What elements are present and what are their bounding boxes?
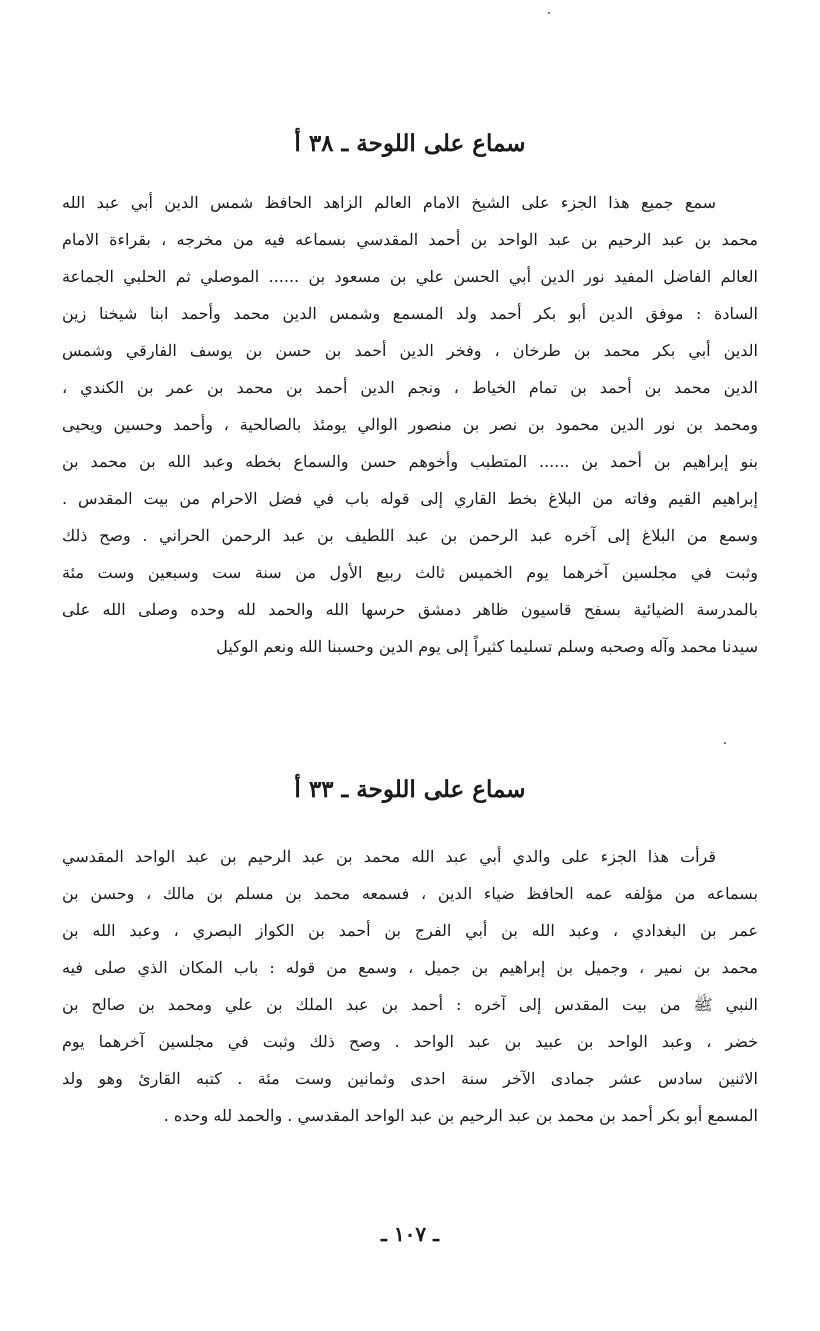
section-2-heading: سماع على اللوحة ـ ٣٣ أ <box>294 776 526 803</box>
text-line: الدين أبي بكر محمد بن طرخان ، وفخر الدين أحمد بن حسن بن يوسف الفارقي وشمس <box>62 341 758 360</box>
text-line: وثبت في مجلسين آخرهما يوم الخميس ثالث ربيع الأول من سنة ست وسبعين وست مئة <box>62 563 758 582</box>
text-line: عمر بن البغدادي ، وعبد الله بن أبي الفرج بن أحمد بن الكواز البصري ، وعبد الله بن <box>62 921 758 940</box>
text-line: وسمع من البلاغ إلى آخره عبد الرحمن بن عبد اللطيف بن عبد الرحمن الحراني . وصح ذلك <box>62 526 758 545</box>
text-line: الدين محمد بن أحمد بن تمام الخياط ، ونجم الدين أحمد بن محمد بن عمر بن الكندي ، <box>62 378 758 397</box>
page-number: ـ ١٠٧ ـ <box>381 1222 439 1246</box>
text-line: العالم الفاضل المفيد نور الدين أبي الحسن علي بن مسعود بن ...... الموصلي ثم الحلبي الجماعة <box>62 267 758 286</box>
text-line: بسماعه من مؤلفه عمه الحافظ ضياء الدين ، فسمعه محمد بن مسلم بن مالك ، وحسن بن <box>62 884 758 903</box>
text-line: ومحمد بن نور الدين محمود بن نصر بن منصور الوالي يومئذ بالصالحية ، وأحمد وحسين ويحيى <box>62 415 758 434</box>
text-line: سيدنا محمد وآله وصحبه وسلم تسليما كثيراً إلى يوم الدين وحسبنا الله ونعم الوكيل <box>216 637 758 656</box>
text-line: النبي ﷺ من بيت المقدس إلى آخره : أحمد بن عبد الملك بن علي ومحمد بن صالح بن <box>62 995 758 1014</box>
section-2-paragraph <box>62 838 758 1134</box>
text-line: محمد بن عبد الرحيم بن عبد الواحد بن أحمد المقدسي بسماعه فيه من مخرجه ، بقراءة الامام <box>62 230 758 249</box>
text-line: السادة : موفق الدين أبو بكر أحمد ولد المسمع وشمس الدين محمد وأحمد ابنا شيخنا زين <box>62 304 758 323</box>
text-line: خضر ، وعبد الواحد بن عبيد بن عبد الواحد . وصح ذلك وثبت في مجلسين آخرهما يوم <box>62 1032 758 1051</box>
scan-speck <box>548 12 550 14</box>
section-1-paragraph <box>62 184 758 665</box>
section-1-heading: سماع على اللوحة ـ ٣٨ أ <box>294 130 526 157</box>
text-line: بنو إبراهيم بن أحمد بن ...... المتطبب وأخوهم حسن والسماع بخطه وعبد الله بن محمد بن <box>62 452 758 471</box>
text-line: محمد بن نمير ، وجميل بن إبراهيم بن جميل ، وسمع من قوله : باب المكان الذي صلى فيه <box>62 958 758 977</box>
text-line: قرأت هذا الجزء على والدي أبي عبد الله محمد بن عبد الرحيم بن عبد الواحد المقدسي <box>62 847 716 866</box>
text-line: الاثنين سادس عشر جمادى الآخر سنة احدى وثمانين وست مئة . كتبه القارئ وهو ولد <box>62 1069 758 1088</box>
text-line: سمع جميع هذا الجزء على الشيخ الامام العالم الزاهد الحافظ شمس الدين أبي عبد الله <box>62 193 716 212</box>
text-line: إبراهيم القيم وفاته من البلاغ بخط القاري إلى قوله باب في فضل الاحرام من بيت المقدس . <box>62 489 758 508</box>
text-line: بالمدرسة الضيائية بسفح قاسيون ظاهر دمشق حرسها الله والحمد لله وحده وصلى الله على <box>62 600 758 619</box>
scan-speck <box>724 742 726 744</box>
text-line: المسمع أبو بكر أحمد بن محمد بن عبد الرحيم بن عبد الواحد المقدسي . والحمد لله وحده . <box>163 1106 758 1125</box>
